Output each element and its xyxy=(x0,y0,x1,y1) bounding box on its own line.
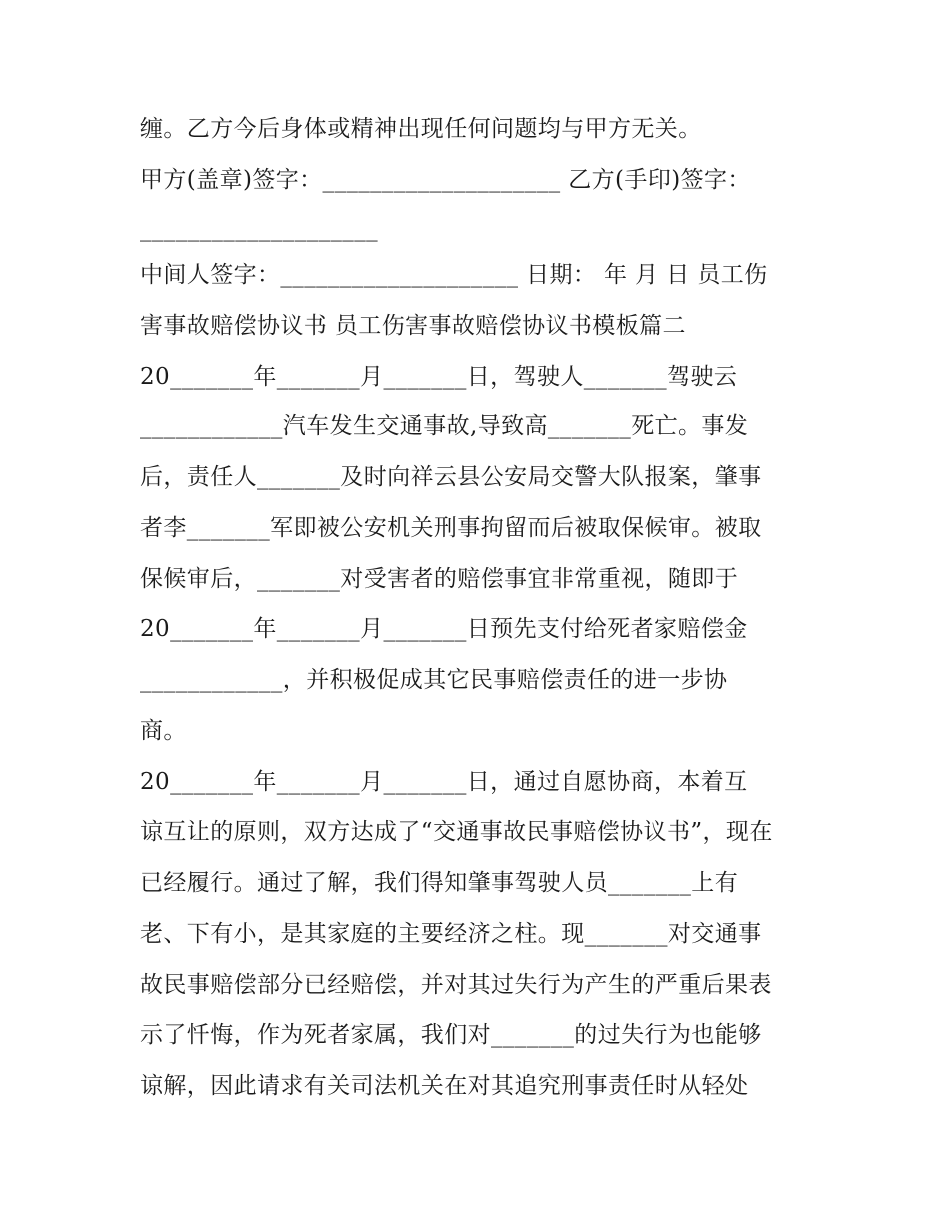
text-line: 后，责任人_______及时向祥云县公安局交警大队报案，肇事 xyxy=(140,464,762,490)
text-line: 者李_______军即被公安机关刑事拘留而后被取保候审。被取 xyxy=(140,515,762,541)
text-line: 20_______年_______月_______日，驾驶人_______驾驶云 xyxy=(140,364,738,390)
text-line: 20_______年_______月_______日，通过自愿协商，本着互 xyxy=(140,769,748,795)
text-line: 故民事赔偿部分已经赔偿，并对其过失行为产生的严重后果表 xyxy=(140,972,772,998)
text-line: 示了忏悔，作为死者家属，我们对_______的过失行为也能够 xyxy=(140,1022,762,1048)
text-line: 商。 xyxy=(140,718,187,744)
text-line: 缠。乙方今后身体或精神出现任何问题均与甲方无关。 xyxy=(140,116,702,142)
text-line: ____________，并积极促成其它民事赔偿责任的进一步协 xyxy=(140,667,728,693)
text-line: 中间人签字：____________________ 日期： 年 月 日 员工伤 xyxy=(140,262,768,288)
text-line: ____________汽车发生交通事故,导致高_______死亡。事发 xyxy=(140,413,749,439)
text-line: 20_______年_______月_______日预先支付给死者家赔偿金 xyxy=(140,616,748,642)
text-line: 谅解，因此请求有关司法机关在对其追究刑事责任时从轻处 xyxy=(140,1073,749,1099)
text-line: 谅互让的原则，双方达成了“交通事故民事赔偿协议书”，现在 xyxy=(140,819,773,845)
text-line: 甲方(盖章)签字：____________________ 乙方(手印)签字： xyxy=(140,167,751,193)
text-line: 保候审后，_______对受害者的赔偿事宜非常重视，随即于 xyxy=(140,566,739,592)
text-line: 老、下有小，是其家庭的主要经济之柱。现_______对交通事 xyxy=(140,921,762,947)
text-line: ____________________ xyxy=(140,216,378,242)
text-line: 害事故赔偿协议书 员工伤害事故赔偿协议书模板篇二 xyxy=(140,313,686,339)
text-line: 已经履行。通过了解，我们得知肇事驾驶人员_______上有 xyxy=(140,870,739,896)
